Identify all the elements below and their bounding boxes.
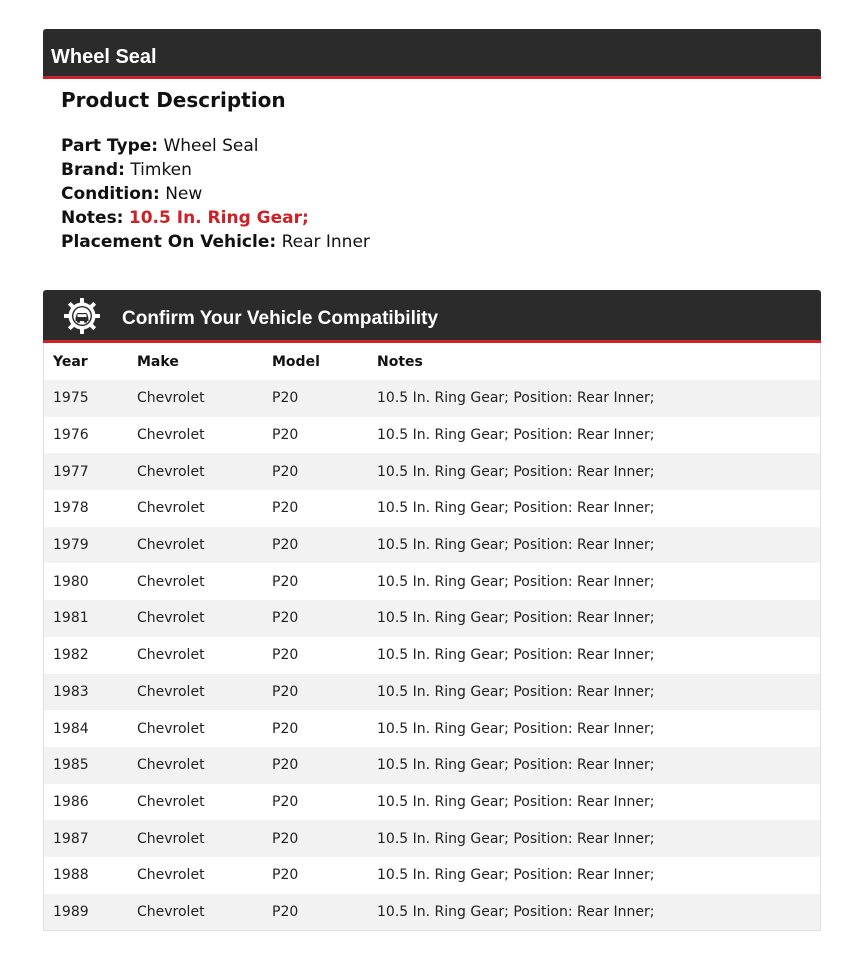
cell-year: 1979 xyxy=(44,527,128,564)
cell-notes: 10.5 In. Ring Gear; Position: Rear Inner; xyxy=(368,894,820,931)
table-row xyxy=(44,820,820,857)
product-description-section xyxy=(61,86,801,254)
cell-notes: 10.5 In. Ring Gear; Position: Rear Inner; xyxy=(368,527,820,564)
spec-value: Wheel Seal xyxy=(163,136,259,156)
table-row xyxy=(44,490,820,527)
spec-label: Condition: xyxy=(61,184,160,204)
cell-year: 1976 xyxy=(53,427,89,444)
cell-notes: 10.5 In. Ring Gear; Position: Rear Inner; xyxy=(377,793,655,810)
product-title-bar xyxy=(43,29,821,79)
cell-make: Chevrolet xyxy=(128,894,263,931)
cell-make: Chevrolet xyxy=(128,527,263,564)
cell-year: 1977 xyxy=(44,453,128,490)
column-header-make: Make xyxy=(137,353,179,370)
compatibility-table-container xyxy=(43,343,821,931)
cell-model: P20 xyxy=(263,380,368,417)
cell-make: Chevrolet xyxy=(137,573,205,590)
table-row xyxy=(44,527,820,564)
gear-car-icon xyxy=(64,298,100,334)
spec-value: New xyxy=(165,184,203,204)
cell-year: 1984 xyxy=(53,720,89,737)
cell-model: P20 xyxy=(272,500,299,517)
cell-year: 1983 xyxy=(44,674,128,711)
spec-label: Part Type: xyxy=(61,136,159,156)
cell-model: P20 xyxy=(263,674,368,711)
spec-brand xyxy=(61,158,801,182)
cell-year: 1980 xyxy=(53,573,89,590)
cell-year: 1987 xyxy=(44,820,128,857)
cell-model: P20 xyxy=(272,867,299,884)
spec-notes xyxy=(61,206,801,230)
cell-model: P20 xyxy=(272,427,299,444)
table-row xyxy=(44,784,820,821)
table-row xyxy=(44,710,820,747)
compatibility-header-bar xyxy=(43,290,821,343)
cell-notes: 10.5 In. Ring Gear; Position: Rear Inner; xyxy=(368,747,820,784)
product-description-heading: Product Description xyxy=(61,88,286,112)
cell-year: 1985 xyxy=(44,747,128,784)
table-row xyxy=(44,857,820,894)
cell-year: 1975 xyxy=(44,380,128,417)
table-header-row xyxy=(44,343,820,380)
spec-condition xyxy=(61,182,801,206)
cell-year: 1986 xyxy=(53,793,89,810)
cell-notes: 10.5 In. Ring Gear; Position: Rear Inner; xyxy=(377,867,655,884)
cell-model: P20 xyxy=(272,720,299,737)
cell-make: Chevrolet xyxy=(137,793,205,810)
cell-make: Chevrolet xyxy=(137,427,205,444)
column-header-notes: Notes xyxy=(377,353,423,370)
column-header-year: Year xyxy=(53,353,88,370)
table-row xyxy=(44,674,820,711)
column-header-model: Model xyxy=(272,353,320,370)
cell-notes: 10.5 In. Ring Gear; Position: Rear Inner; xyxy=(377,720,655,737)
cell-year: 1989 xyxy=(44,894,128,931)
table-row xyxy=(44,563,820,600)
compatibility-table xyxy=(44,343,820,930)
cell-model: P20 xyxy=(263,453,368,490)
table-row xyxy=(44,894,820,931)
spec-label: Notes: xyxy=(61,208,124,228)
spec-part-type xyxy=(61,134,801,158)
spec-value: Timken xyxy=(130,160,192,180)
cell-year: 1982 xyxy=(53,647,89,664)
cell-model: P20 xyxy=(263,527,368,564)
cell-make: Chevrolet xyxy=(137,647,205,664)
cell-make: Chevrolet xyxy=(128,600,263,637)
cell-model: P20 xyxy=(272,793,299,810)
cell-make: Chevrolet xyxy=(137,720,205,737)
cell-model: P20 xyxy=(272,647,299,664)
cell-year: 1988 xyxy=(53,867,89,884)
spec-value: Rear Inner xyxy=(281,232,370,252)
product-title: Wheel Seal xyxy=(51,46,157,68)
cell-make: Chevrolet xyxy=(128,380,263,417)
cell-notes: 10.5 In. Ring Gear; Position: Rear Inner; xyxy=(368,453,820,490)
spec-label: Brand: xyxy=(61,160,125,180)
cell-model: P20 xyxy=(263,820,368,857)
cell-make: Chevrolet xyxy=(128,674,263,711)
cell-notes: 10.5 In. Ring Gear; Position: Rear Inner; xyxy=(368,674,820,711)
cell-make: Chevrolet xyxy=(137,500,205,517)
compatibility-title: Confirm Your Vehicle Compatibility xyxy=(122,308,439,329)
spec-placement xyxy=(61,230,801,254)
table-row xyxy=(44,380,820,417)
cell-make: Chevrolet xyxy=(128,747,263,784)
cell-make: Chevrolet xyxy=(128,820,263,857)
cell-make: Chevrolet xyxy=(137,867,205,884)
table-row xyxy=(44,747,820,784)
cell-make: Chevrolet xyxy=(128,453,263,490)
table-row xyxy=(44,453,820,490)
table-row xyxy=(44,417,820,454)
spec-label: Placement On Vehicle: xyxy=(61,232,277,252)
spec-list xyxy=(61,134,801,254)
cell-notes: 10.5 In. Ring Gear; Position: Rear Inner; xyxy=(377,647,655,664)
cell-notes: 10.5 In. Ring Gear; Position: Rear Inner; xyxy=(377,500,655,517)
cell-year: 1981 xyxy=(44,600,128,637)
cell-notes: 10.5 In. Ring Gear; Position: Rear Inner; xyxy=(368,380,820,417)
cell-model: P20 xyxy=(263,600,368,637)
cell-notes: 10.5 In. Ring Gear; Position: Rear Inner; xyxy=(368,600,820,637)
cell-year: 1978 xyxy=(53,500,89,517)
table-row xyxy=(44,637,820,674)
cell-notes: 10.5 In. Ring Gear; Position: Rear Inner; xyxy=(377,427,655,444)
cell-notes: 10.5 In. Ring Gear; Position: Rear Inner; xyxy=(368,820,820,857)
cell-model: P20 xyxy=(263,747,368,784)
spec-value-highlight: 10.5 In. Ring Gear; xyxy=(128,208,309,228)
cell-model: P20 xyxy=(272,573,299,590)
table-row xyxy=(44,600,820,637)
cell-model: P20 xyxy=(263,894,368,931)
cell-notes: 10.5 In. Ring Gear; Position: Rear Inner; xyxy=(377,573,655,590)
